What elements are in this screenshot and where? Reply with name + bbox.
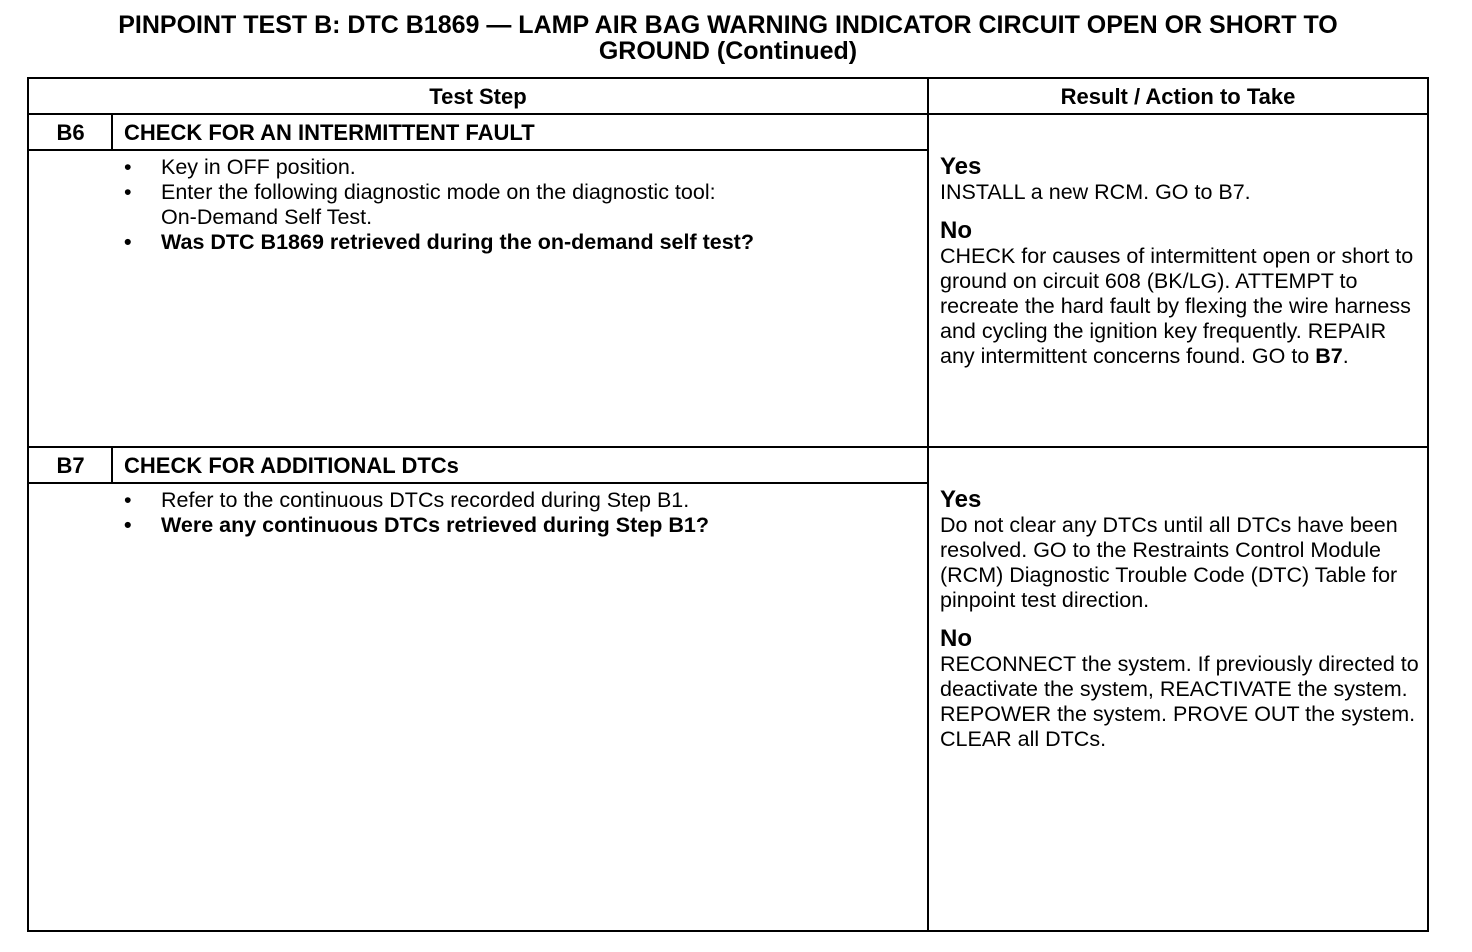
header-result: Result / Action to Take bbox=[1060, 84, 1296, 109]
bullet-continuation: On-Demand Self Test. bbox=[161, 205, 373, 229]
step-id-b7: B7 bbox=[56, 453, 85, 478]
step-title-b7: CHECK FOR ADDITIONAL DTCs bbox=[124, 453, 459, 478]
list-item: • Enter the following diagnostic mode on the diagnostic tool: On-Demand Self Test. bbox=[119, 180, 919, 230]
title-line-1: PINPOINT TEST B: DTC B1869 — LAMP AIR BAG WARNING INDICATOR CIRCUIT OPEN OR SHORT TO bbox=[118, 11, 1338, 39]
step-b7-result bbox=[940, 486, 1425, 752]
row-divider bbox=[29, 446, 1427, 448]
no-action: CHECK for causes of intermittent open or short to ground on circuit 608 (BK/LG). ATTEMPT to recreate the hard fault by flexing the wire harness and cycling the ignition key frequently. REPAIR any intermittent concerns found. GO to B7. bbox=[940, 244, 1414, 368]
no-action: RECONNECT the system. If previously directed to deactivate the system, REACTIVATE the system. REPOWER the system. PROVE OUT the system. CLEAR all DTCs. bbox=[940, 652, 1419, 751]
yes-action: INSTALL a new RCM. GO to B7. bbox=[940, 180, 1251, 204]
step-b6-result bbox=[940, 153, 1425, 369]
step-b6-bullets bbox=[119, 155, 919, 255]
page-title bbox=[0, 12, 1456, 64]
title-line-2: GROUND (Continued) bbox=[598, 37, 858, 65]
pinpoint-test-table bbox=[27, 77, 1429, 932]
step-b6-title-divider bbox=[29, 149, 927, 151]
yes-label: Yes bbox=[940, 486, 982, 513]
step-b7-title-divider bbox=[29, 482, 927, 484]
yes-label: Yes bbox=[940, 153, 982, 180]
list-item: • Was DTC B1869 retrieved during the on-demand self test? bbox=[119, 230, 919, 255]
step-id-b6: B6 bbox=[56, 120, 85, 145]
list-item: • Were any continuous DTCs retrieved during Step B1? bbox=[119, 513, 919, 538]
goto-step-link: B7 bbox=[1315, 344, 1343, 368]
step-title-b6: CHECK FOR AN INTERMITTENT FAULT bbox=[124, 120, 535, 145]
yes-action: Do not clear any DTCs until all DTCs have been resolved. GO to the Restraints Control Module (RCM) Diagnostic Trouble Code (DTC) Table for pinpoint test direction. bbox=[940, 513, 1398, 612]
no-label: No bbox=[940, 625, 972, 652]
header-test-step: Test Step bbox=[429, 84, 527, 109]
list-item: • Refer to the continuous DTCs recorded during Step B1. bbox=[119, 488, 919, 513]
no-label: No bbox=[940, 217, 972, 244]
step-b7-bullets bbox=[119, 488, 919, 538]
list-item: • Key in OFF position. bbox=[119, 155, 919, 180]
column-divider bbox=[927, 79, 929, 930]
